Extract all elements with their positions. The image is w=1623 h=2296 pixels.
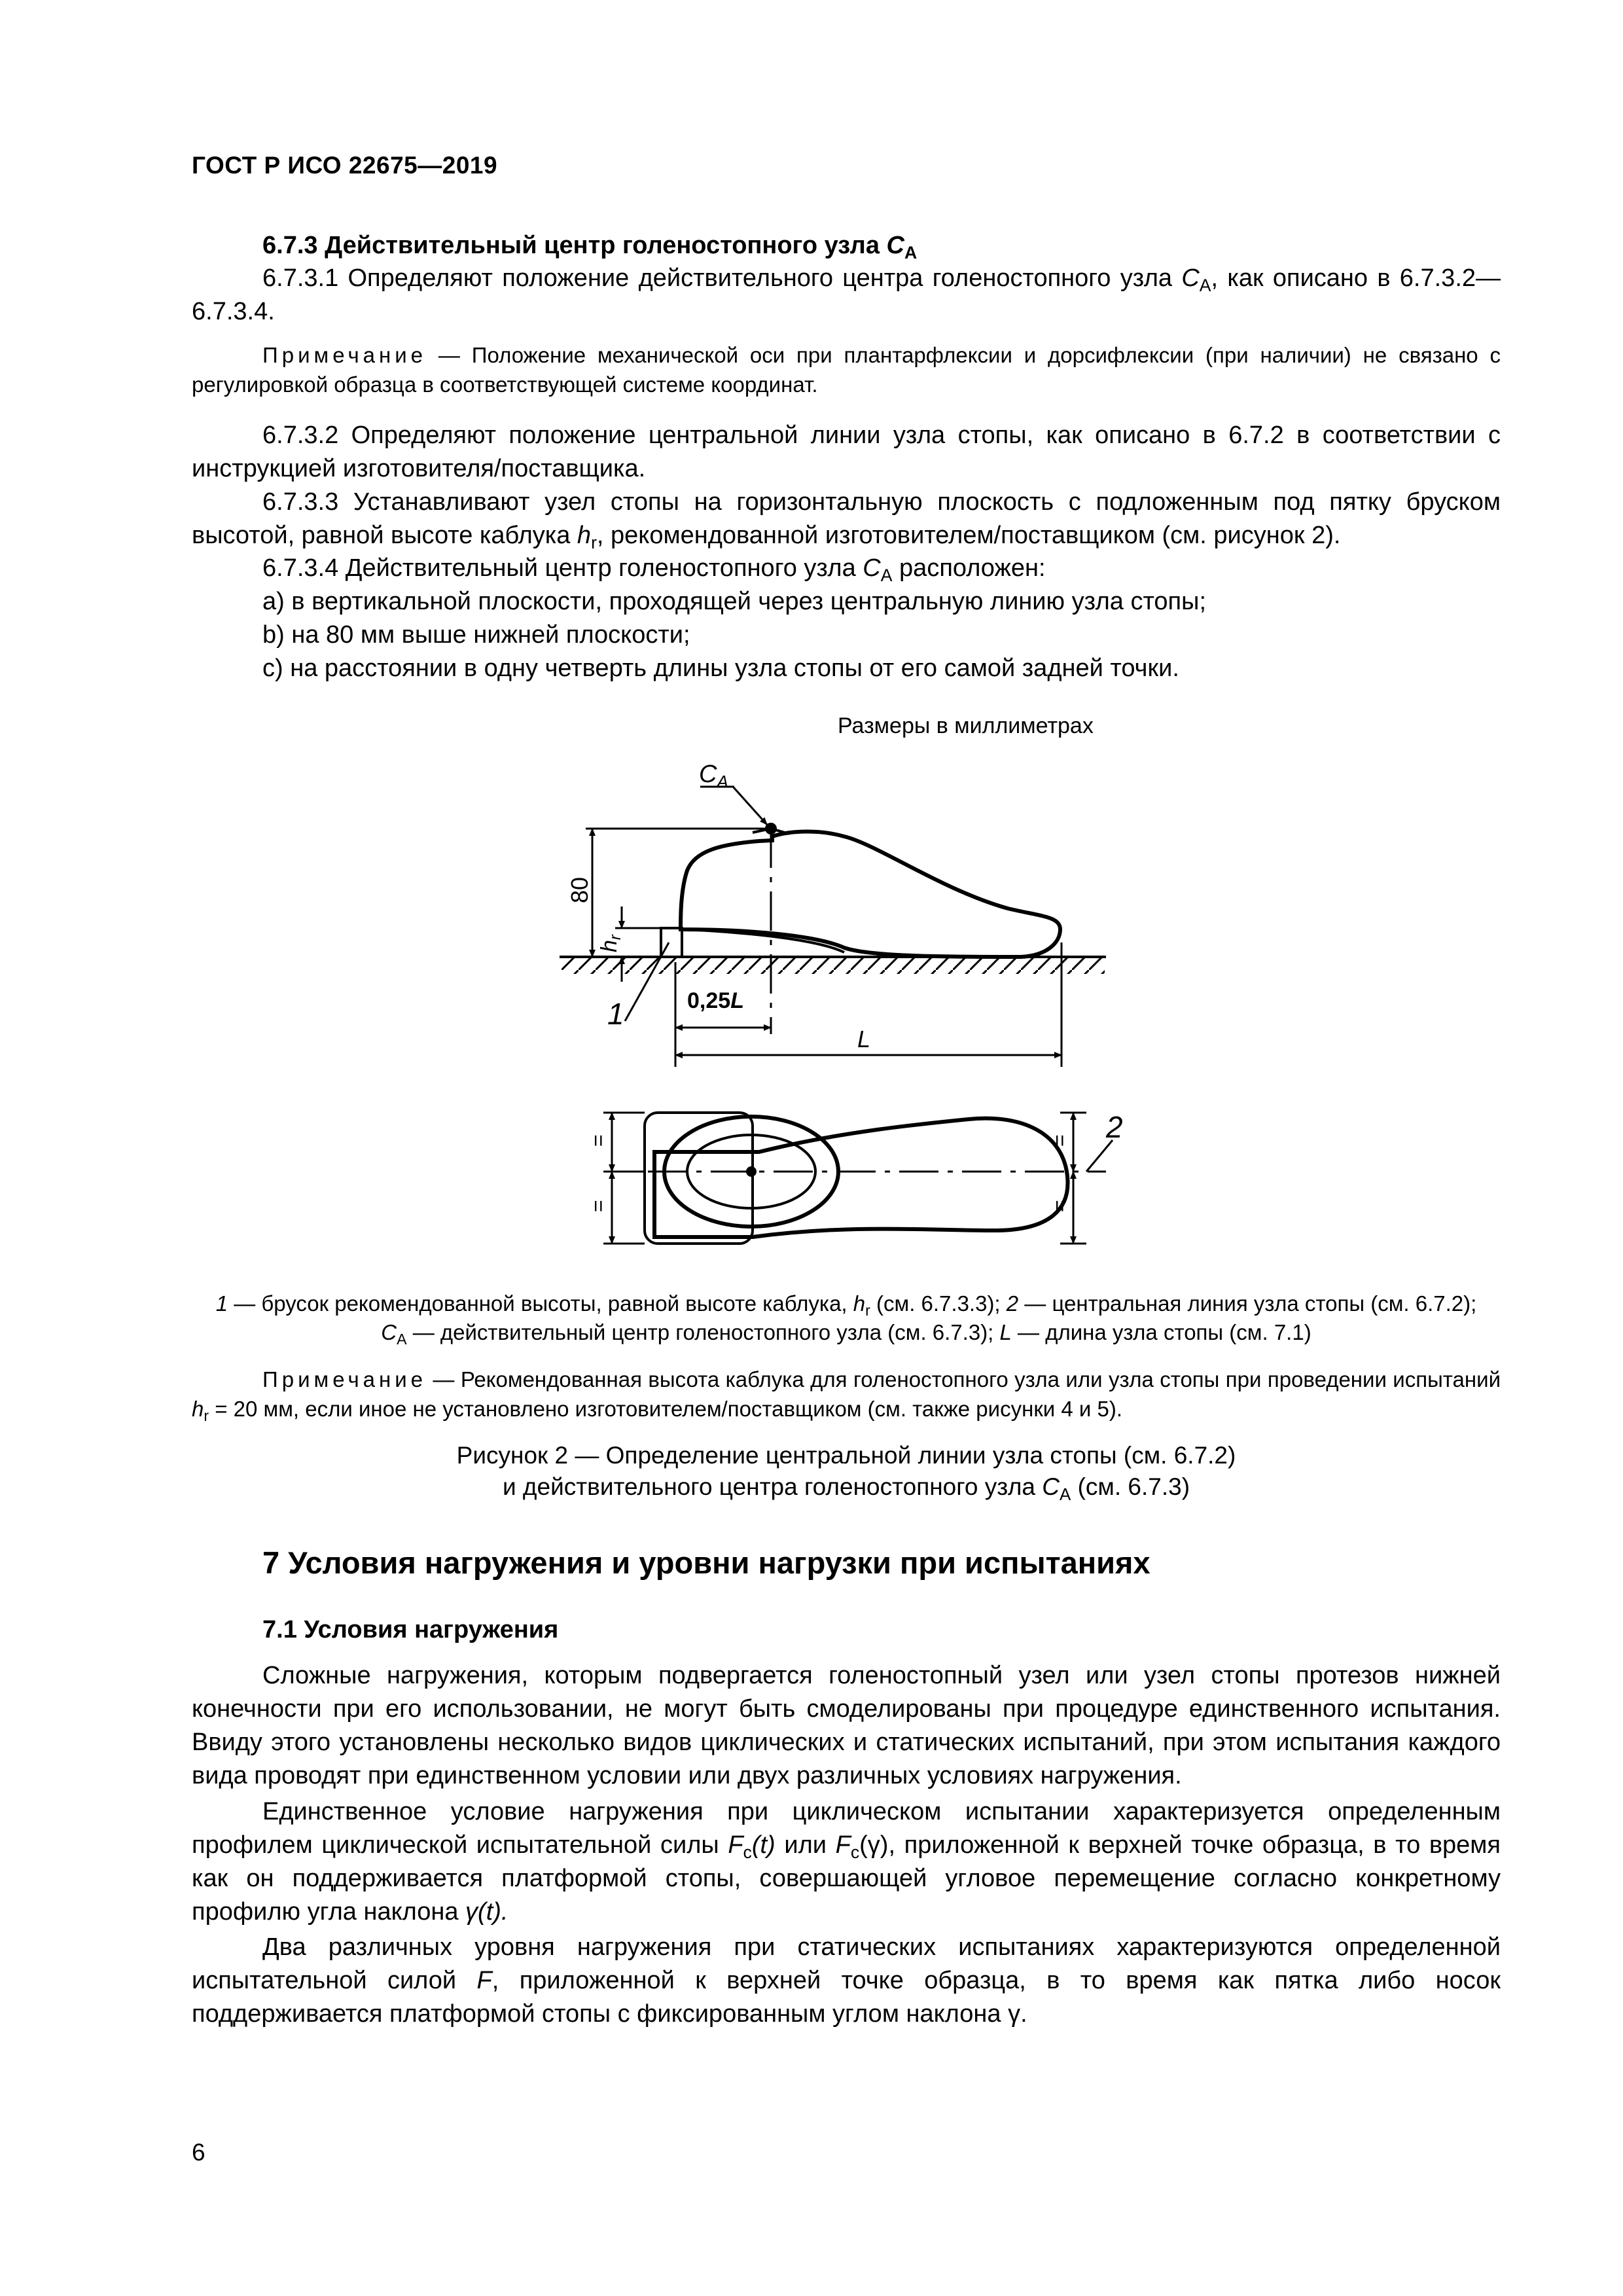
- ca-label: $C_A$: [699, 761, 728, 791]
- paragraph-6-7-3-4: 6.7.3.4 Действительный центр голеностопного узла $C_A$ расположен:: [262, 554, 1046, 585]
- figure-legend-line-2: $C_A$ — действительный центр голеностопного узла (см. 6.7.3); L — длина узла стопы (см. 7.1): [381, 1320, 1311, 1348]
- page-number: 6: [192, 2139, 205, 2166]
- ground-hatching: [562, 957, 1105, 974]
- section-heading-7: 7 Условия нагружения и уровни нагрузки при испытаниях: [262, 1545, 1150, 1580]
- svg-text:=: =: [586, 1200, 610, 1212]
- paragraph-7-1-3: Два различных уровня нагружения при статических испытаниях характеризуются определенной испытательной силой F, приложенной к верхней точке образца, в то время как пятка либо носок поддерживается платформой стопы с фиксированным углом наклона γ.: [192, 1933, 1501, 2028]
- dim-l-label: L: [857, 1026, 871, 1052]
- figure-title-line-2: и действительного центра голеностопного узла $C_A$ (см. 6.7.3): [502, 1473, 1190, 1504]
- item-2-label: 2: [1106, 1110, 1123, 1144]
- svg-text:=: =: [586, 1134, 610, 1147]
- document-header: ГОСТ Р ИСО 22675—2019: [192, 152, 498, 179]
- list-item-b: b) на 80 мм выше нижней плоскости;: [262, 621, 690, 649]
- note-2: Примечание — Рекомендованная высота каблука для голеностопного узла или узла стопы при проведении испытаний $h_r = 20$ мм, если иное не установлено изготовителем/поставщиком (см. также рисунки 4 и 5).: [192, 1367, 1501, 1424]
- list-item-a: a) в вертикальной плоскости, проходящей через центральную линию узла стопы;: [262, 588, 1206, 615]
- item-1-label: 1: [607, 997, 624, 1031]
- paragraph-6-7-3-1: 6.7.3.1 Определяют положение действительного центра голеностопного узла $C_A$, как описано в 6.7.3.2—6.7.3.4.: [192, 264, 1501, 325]
- figure-title-line-1: Рисунок 2 — Определение центральной линии узла стопы (см. 6.7.2): [456, 1442, 1236, 1469]
- paragraph-7-1-2: Единственное условие нагружения при циклическом испытании характеризуется определенным профилем циклической испытательной силы $F_c(t)$ или $F_c(\gamma)$, приложенной к верхней точке образца, в то время как он поддерживается платформой стопы, совершающей угловое перемещение согласно конкретному профилю угла наклона γ(t).: [192, 1798, 1501, 1926]
- section-heading-7-1: 7.1 Условия нагружения: [262, 1616, 559, 1643]
- dim-hr-label: hr: [597, 935, 624, 952]
- svg-text:=: =: [1048, 1134, 1071, 1147]
- list-item-c: c) на расстоянии в одну четверть длины узла стопы от его самой задней точки.: [262, 655, 1179, 682]
- dimensions-note: Размеры в миллиметрах: [838, 713, 1094, 738]
- svg-text:=: =: [1048, 1200, 1071, 1212]
- paragraph-7-1-1: Сложные нагружения, которым подвергается голеностопный узел или узел стопы протезов нижней конечности при его использовании, не могут быть смоделированы при процедуре единственного испытания. Ввиду этого установлены несколько видов циклических и статических испытаний, при этом испытания каждого вида проводят при единственном условии или двух различных условиях нагружения.: [192, 1662, 1501, 1789]
- note-1: Примечание — Положение механической оси при плантарфлексии и дорсифлексии (при наличии) не связано с регулировкой образца в соответствующей системе координат.: [192, 343, 1501, 397]
- dim-80-label: 80: [566, 876, 593, 903]
- paragraph-6-7-3-3: 6.7.3.3 Устанавливают узел стопы на горизонтальную плоскость с подложенным под пятку бруском высотой, равной высоте каблука $h_r$, рекомендованной изготовителем/поставщиком (см. рисунок 2).: [192, 488, 1501, 552]
- figure-legend-line-1: 1 — брусок рекомендованной высоты, равной высоте каблука, $h_r$ (см. 6.7.3.3); 2 — центральная линия узла стопы (см. 6.7.2);: [215, 1291, 1477, 1319]
- section-heading-6-7-3: 6.7.3 Действительный центр голеностопного узла $C_A$: [262, 232, 918, 262]
- paragraph-6-7-3-2: 6.7.3.2 Определяют положение центральной линии узла стопы, как описано в 6.7.2 в соответствии с инструкцией изготовителя/поставщика.: [192, 422, 1501, 482]
- foot-side-outline: [681, 832, 1060, 958]
- foot-top-outline: [654, 1119, 1068, 1237]
- dim-quarter-label: 0,25L: [687, 988, 744, 1013]
